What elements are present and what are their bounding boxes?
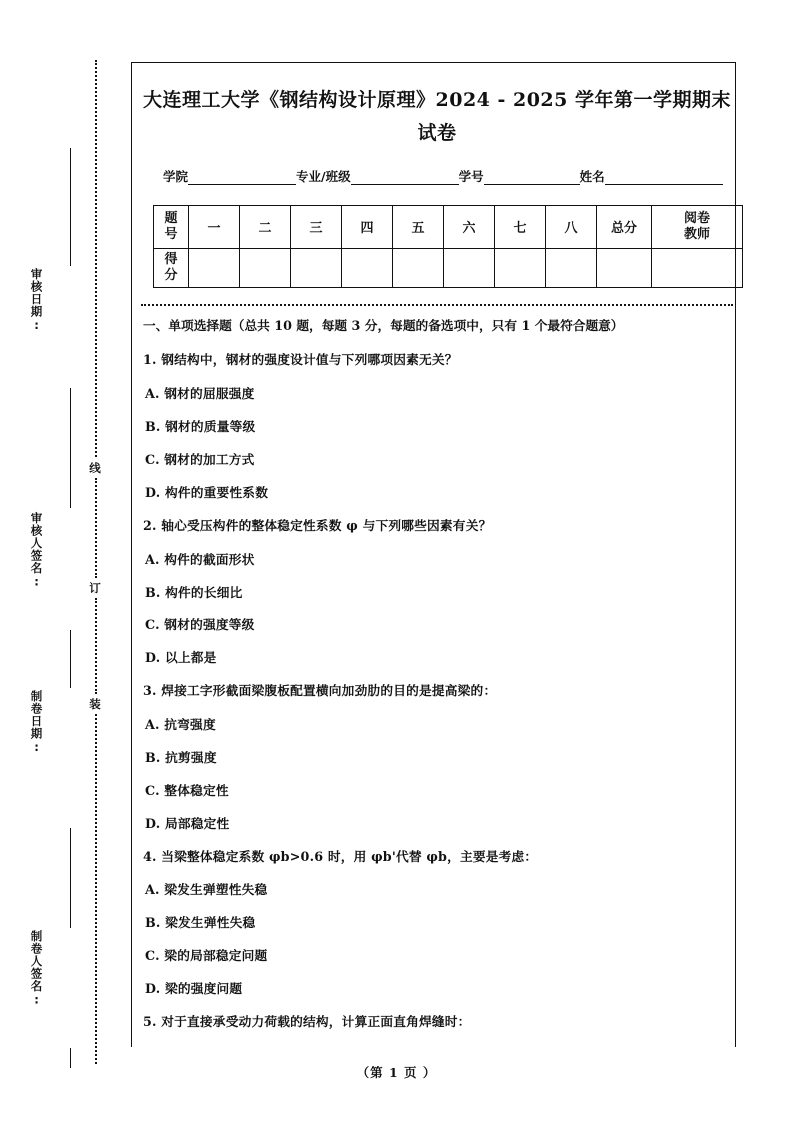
cell-q8: 八 bbox=[546, 205, 597, 248]
question-5-stem: 5. 对于直接承受动力荷载的结构，计算正面直角焊缝时： bbox=[143, 1013, 471, 1029]
question-2-option-b[interactable]: B. 构件的长细比 bbox=[145, 584, 243, 600]
college-label: 学院 bbox=[163, 168, 189, 184]
table-row-scores bbox=[154, 248, 743, 287]
seal-char-pack: 装 bbox=[87, 694, 103, 714]
cell-q7: 七 bbox=[495, 205, 546, 248]
margin-rule-top bbox=[70, 148, 71, 266]
score-cell-grader[interactable] bbox=[652, 248, 743, 287]
student-name-input[interactable] bbox=[605, 171, 723, 185]
question-4-option-c[interactable]: C. 梁的局部稳定问题 bbox=[145, 948, 268, 964]
score-cell-q6[interactable] bbox=[444, 248, 495, 287]
question-1-option-b[interactable]: B. 钢材的质量等级 bbox=[145, 419, 256, 435]
left-margin-column bbox=[0, 0, 128, 1122]
score-cell-total[interactable] bbox=[597, 248, 652, 287]
question-3-option-a[interactable]: A. 抗弯强度 bbox=[145, 717, 216, 732]
cell-q3: 三 bbox=[291, 205, 342, 248]
margin-rule-2 bbox=[70, 388, 71, 508]
page-title-line1: 大连理工大学《钢结构设计原理》2024 - 2025 学年第一学期期末 bbox=[143, 89, 731, 111]
margin-label-audit-date: 审核日期: bbox=[29, 268, 44, 333]
cell-q6: 六 bbox=[444, 205, 495, 248]
score-char1: 得 bbox=[164, 251, 178, 267]
question-1-stem: 1. 钢结构中，钢材的强度设计值与下列哪项因素无关？ bbox=[143, 352, 458, 368]
page-title bbox=[141, 84, 733, 151]
question-4-option-d[interactable]: D. 梁的强度问题 bbox=[145, 981, 243, 996]
score-char2: 分 bbox=[164, 267, 178, 283]
score-table bbox=[153, 205, 743, 288]
student-name-label: 姓名 bbox=[579, 168, 605, 184]
score-cell-q4[interactable] bbox=[342, 248, 393, 287]
question-2-stem: 2. 轴心受压构件的整体稳定性系数 φ 与下列哪些因素有关？ bbox=[143, 517, 492, 533]
major-class-input[interactable] bbox=[351, 171, 459, 185]
exam-content bbox=[141, 62, 733, 1048]
question-3-stem: 3. 焊接工字形截面梁腹板配置横向加劲肋的目的是提高梁的： bbox=[143, 683, 497, 699]
cell-grader-label bbox=[652, 205, 743, 248]
score-cell-q8[interactable] bbox=[546, 248, 597, 287]
margin-label-auditor-signature: 审核人签名: bbox=[29, 512, 44, 590]
seal-dotted-line-mid1 bbox=[95, 478, 97, 578]
q-no-char1: 题 bbox=[164, 210, 178, 226]
cell-question-no-label bbox=[154, 205, 189, 248]
cell-q1: 一 bbox=[189, 205, 240, 248]
seal-char-bind: 订 bbox=[87, 578, 103, 598]
question-2-option-a[interactable]: A. 构件的截面形状 bbox=[145, 551, 255, 567]
seal-char-line: 线 bbox=[87, 458, 103, 478]
question-3-option-c[interactable]: C. 整体稳定性 bbox=[145, 782, 229, 798]
student-info-line bbox=[141, 167, 733, 185]
student-id-label: 学号 bbox=[458, 168, 484, 184]
question-1-option-c[interactable]: C. 钢材的加工方式 bbox=[145, 452, 255, 467]
question-3-option-d[interactable]: D. 局部稳定性 bbox=[145, 815, 230, 831]
question-1-option-d[interactable]: D. 构件的重要性系数 bbox=[145, 484, 269, 500]
cell-q4: 四 bbox=[342, 205, 393, 248]
question-4-option-a[interactable]: A. 梁发生弹塑性失稳 bbox=[145, 882, 268, 898]
question-body bbox=[141, 318, 733, 1030]
question-4-option-b[interactable]: B. 梁发生弹性失稳 bbox=[145, 915, 256, 931]
question-2-option-c[interactable]: C. 钢材的强度等级 bbox=[145, 617, 255, 633]
margin-label-paper-date: 制卷日期: bbox=[29, 690, 44, 755]
question-1-option-a[interactable]: A. 钢材的屈服强度 bbox=[145, 386, 255, 402]
seal-dotted-line-mid2 bbox=[95, 598, 97, 694]
margin-rule-4 bbox=[70, 828, 71, 928]
table-row-header bbox=[154, 205, 743, 248]
question-2-option-d[interactable]: D. 以上都是 bbox=[145, 650, 217, 666]
student-id-input[interactable] bbox=[484, 171, 580, 185]
major-class-label: 专业/班级 bbox=[296, 168, 351, 184]
score-cell-q3[interactable] bbox=[291, 248, 342, 287]
page-footer: （第 1 页 ） bbox=[356, 1065, 437, 1080]
q-no-char2: 号 bbox=[164, 226, 178, 242]
grader-char1: 阅卷 bbox=[683, 210, 710, 226]
question-3-option-b[interactable]: B. 抗剪强度 bbox=[145, 749, 217, 765]
section-divider bbox=[141, 304, 733, 306]
cell-q2: 二 bbox=[240, 205, 291, 248]
cell-total-label: 总分 bbox=[597, 205, 652, 248]
seal-dotted-line-top bbox=[95, 60, 97, 460]
seal-dotted-line-bottom bbox=[95, 714, 97, 1064]
margin-rule-3 bbox=[70, 630, 71, 688]
question-4-stem: 4. 当梁整体稳定系数 φb>0.6 时，用 φb'代替 φb，主要是考虑： bbox=[143, 848, 538, 864]
college-input[interactable] bbox=[188, 171, 296, 185]
cell-q5: 五 bbox=[393, 205, 444, 248]
score-cell-q7[interactable] bbox=[495, 248, 546, 287]
cell-score-label bbox=[154, 248, 189, 287]
section-heading: 一、单项选择题（总共 10 题，每题 3 分，每题的备选项中，只有 1 个最符合题意） bbox=[143, 317, 624, 333]
grader-char2: 教师 bbox=[683, 226, 710, 242]
score-cell-q1[interactable] bbox=[189, 248, 240, 287]
margin-label-paper-signature: 制卷人签名: bbox=[29, 930, 44, 1008]
page-title-line2: 试卷 bbox=[417, 122, 457, 145]
score-cell-q5[interactable] bbox=[393, 248, 444, 287]
score-cell-q2[interactable] bbox=[240, 248, 291, 287]
